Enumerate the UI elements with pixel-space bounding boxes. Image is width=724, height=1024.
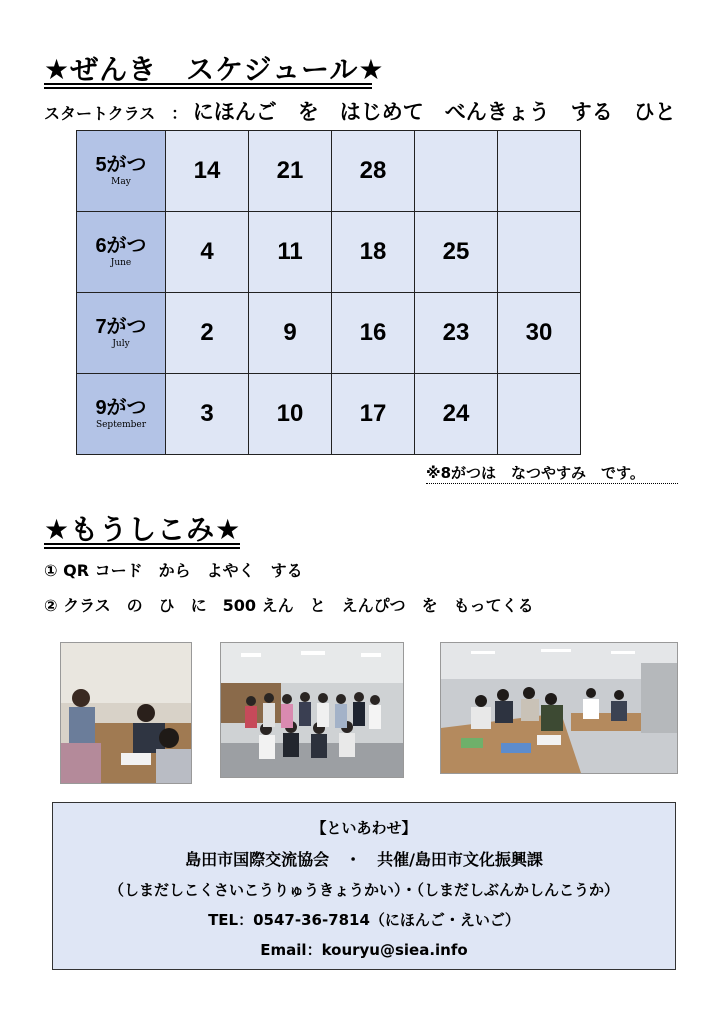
contact-reading: （しまだしこくさいこうりゅうきょうかい）・（しまだしぶんかしんこうか） bbox=[108, 881, 619, 899]
month-jp: 7がつ bbox=[95, 316, 147, 338]
contact-heading: 【といあわせ】 bbox=[311, 819, 417, 837]
day-cell: 24 bbox=[415, 374, 498, 455]
day-cell: 25 bbox=[415, 212, 498, 293]
month-cell bbox=[77, 212, 166, 293]
schedule-title-underline-2 bbox=[44, 87, 372, 89]
month-jp: 9がつ bbox=[95, 397, 147, 419]
day-cell bbox=[498, 374, 581, 455]
day-cell: 3 bbox=[166, 374, 249, 455]
note-underline bbox=[426, 483, 678, 487]
contact-organization: 島田市国際交流協会 ・ 共催/島田市文化振興課 bbox=[185, 850, 543, 869]
day-cell: 23 bbox=[415, 293, 498, 374]
contact-email: Email：kouryu@siea.info bbox=[260, 941, 468, 959]
day-cell: 18 bbox=[332, 212, 415, 293]
apply-step-1: ① QR コード から よやく する bbox=[44, 561, 303, 580]
table-row bbox=[77, 131, 581, 212]
day-cell: 14 bbox=[166, 131, 249, 212]
contact-tel: TEL：0547-36-7814（にほんご・えいご） bbox=[208, 911, 520, 929]
day-cell bbox=[498, 212, 581, 293]
apply-step-2: ② クラス の ひ に 500 えん と えんぴつ を もってくる bbox=[44, 596, 534, 615]
month-en: July bbox=[112, 339, 130, 349]
table-row bbox=[77, 374, 581, 455]
day-cell: 10 bbox=[249, 374, 332, 455]
day-cell: 11 bbox=[249, 212, 332, 293]
class-photo-2 bbox=[220, 642, 404, 778]
apply-title-underline bbox=[44, 543, 240, 545]
month-en: September bbox=[95, 420, 147, 430]
day-cell: 21 bbox=[249, 131, 332, 212]
class-photo-1-graphic bbox=[61, 643, 191, 783]
month-jp: 5がつ bbox=[95, 154, 147, 176]
summer-note: ※8がつは なつやすみ です。 bbox=[426, 464, 645, 482]
day-cell bbox=[498, 131, 581, 212]
class-photo-2-graphic bbox=[221, 643, 403, 777]
class-photo-3 bbox=[440, 642, 678, 774]
day-cell bbox=[415, 131, 498, 212]
day-cell: 16 bbox=[332, 293, 415, 374]
day-cell: 2 bbox=[166, 293, 249, 374]
schedule-title-underline bbox=[44, 83, 372, 85]
table-row bbox=[77, 293, 581, 374]
class-photo-3-graphic bbox=[441, 643, 677, 773]
month-jp: 6がつ bbox=[95, 235, 147, 257]
apply-title: ★もうしこみ★ bbox=[44, 513, 242, 546]
schedule-subtitle bbox=[44, 96, 676, 126]
subtitle-text: にほんご を はじめて べんきょう する ひと bbox=[192, 100, 676, 124]
month-cell bbox=[77, 131, 166, 212]
month-cell bbox=[77, 374, 166, 455]
subtitle-label: スタートクラス ： bbox=[44, 104, 188, 123]
table-row bbox=[77, 212, 581, 293]
month-cell bbox=[77, 293, 166, 374]
day-cell: 30 bbox=[498, 293, 581, 374]
contact-box bbox=[52, 802, 676, 970]
apply-title-underline-2 bbox=[44, 547, 240, 549]
day-cell: 4 bbox=[166, 212, 249, 293]
month-en: June bbox=[110, 258, 132, 268]
day-cell: 17 bbox=[332, 374, 415, 455]
schedule-table bbox=[76, 130, 581, 455]
schedule-title: ★ぜんき スケジュール★ bbox=[44, 53, 385, 86]
class-photo-1 bbox=[60, 642, 192, 784]
month-en: May bbox=[111, 177, 131, 187]
day-cell: 9 bbox=[249, 293, 332, 374]
day-cell: 28 bbox=[332, 131, 415, 212]
